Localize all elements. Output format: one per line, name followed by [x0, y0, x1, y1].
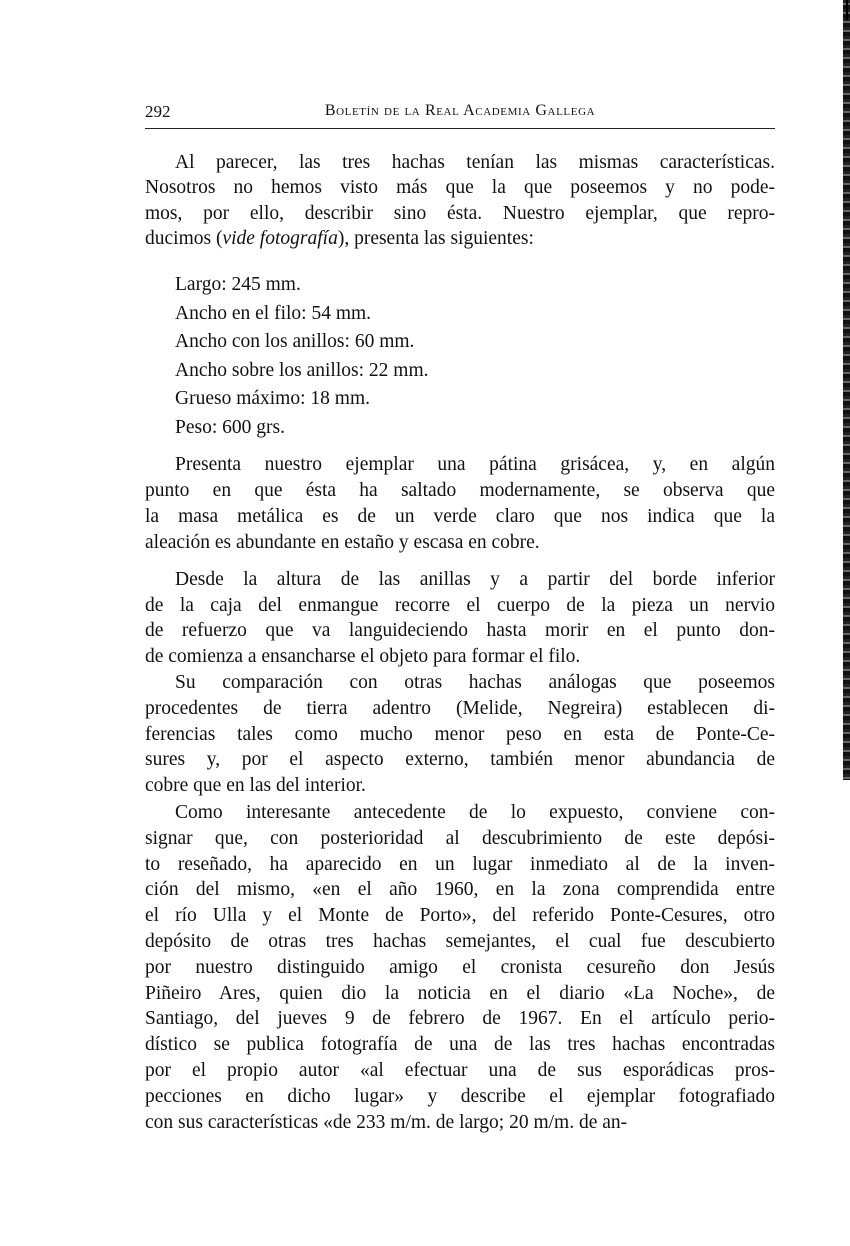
scan-edge-shadow	[843, 0, 850, 780]
text-line: Como interesante antecedente de lo expuesto, conviene con-	[175, 802, 775, 823]
text-line: ción del mismo, «en el año 1960, en la zona comprendida entre	[145, 879, 775, 901]
measurement-item: Largo: 245 mm.	[175, 274, 301, 295]
text-line: Su comparación con otras hachas análogas que poseemos	[175, 672, 775, 693]
text-line: cobre que en las del interior.	[145, 775, 366, 797]
text-line: procedentes de tierra adentro (Melide, Negreira) establecen di-	[145, 697, 775, 719]
running-title: Boletín de la Real Academia Gallega	[324, 102, 596, 119]
text-line: to reseñado, ha aparecido en un lugar inmediato al de la inven-	[145, 853, 775, 875]
text-line: la masa metálica es de un verde claro que nos indica que la	[145, 506, 775, 527]
text-line: de refuerzo que va languideciendo hasta morir en el punto don-	[145, 620, 775, 641]
measurement-item: Ancho en el filo: 54 mm.	[175, 302, 372, 324]
text-line: por nuestro distinguido amigo el cronista cesureño don Jesús	[145, 956, 775, 978]
text-line: dístico se publica fotografía de una de las tres hachas encontradas	[145, 1034, 775, 1056]
measurement-item: Peso: 600 grs.	[175, 416, 285, 438]
text-line: ferencias tales como mucho menor peso en esta de Ponte-Ce-	[145, 723, 775, 745]
page-header	[145, 100, 775, 129]
text-line: Santiago, del jueves 9 de febrero de 1967. En el artículo perio-	[145, 1008, 775, 1030]
page-number: 292	[145, 102, 171, 121]
text-line: Nosotros no hemos visto más que la que poseemos y no pode-	[145, 177, 775, 199]
measurement-item: Grueso máximo: 18 mm.	[175, 388, 370, 409]
text-line: por el propio autor «al efectuar una de sus esporádicas pros-	[145, 1060, 775, 1081]
text-line: depósito de otras tres hachas semejantes, el cual fue descubierto	[145, 931, 775, 952]
text-line: aleación es abundante en estaño y escasa en cobre.	[145, 532, 540, 553]
text-line: ducimos (vide fotografía), presenta las siguientes:	[145, 227, 534, 249]
text-line: de comienza a ensancharse el objeto para formar el filo.	[145, 645, 581, 667]
text-line: de la caja del enmangue recorre el cuerpo de la pieza un nervio	[145, 594, 775, 616]
text-line: mos, por ello, describir sino ésta. Nuestro ejemplar, que repro-	[145, 202, 775, 224]
text-line: con sus características «de 233 m/m. de largo; 20 m/m. de an-	[145, 1111, 628, 1133]
text-line: el río Ulla y el Monte de Porto», del referido Ponte-Cesures, otro	[145, 905, 775, 927]
text-line: Presenta nuestro ejemplar una pátina grisácea, y, en algún	[175, 454, 775, 475]
scan-edge-mark	[846, 0, 848, 20]
text-line: Piñeiro Ares, quien dio la noticia en el diario «La Noche», de	[145, 982, 775, 1004]
measurement-item: Ancho sobre los anillos: 22 mm.	[175, 359, 429, 381]
text-line: Desde la altura de las anillas y a partir del borde inferior	[175, 569, 775, 590]
text-line: pecciones en dicho lugar» y describe el ejemplar fotografiado	[145, 1085, 775, 1107]
measurement-item: Ancho con los anillos: 60 mm.	[175, 331, 415, 352]
text-line: sures y, por el aspecto externo, también menor abundancia de	[145, 749, 775, 771]
text-line: Al parecer, las tres hachas tenían las mismas características.	[175, 152, 775, 173]
text-line: signar que, con posterioridad al descubrimiento de este depósi-	[145, 827, 775, 849]
text-line: punto en que ésta ha saltado modernamente, se observa que	[145, 480, 775, 501]
